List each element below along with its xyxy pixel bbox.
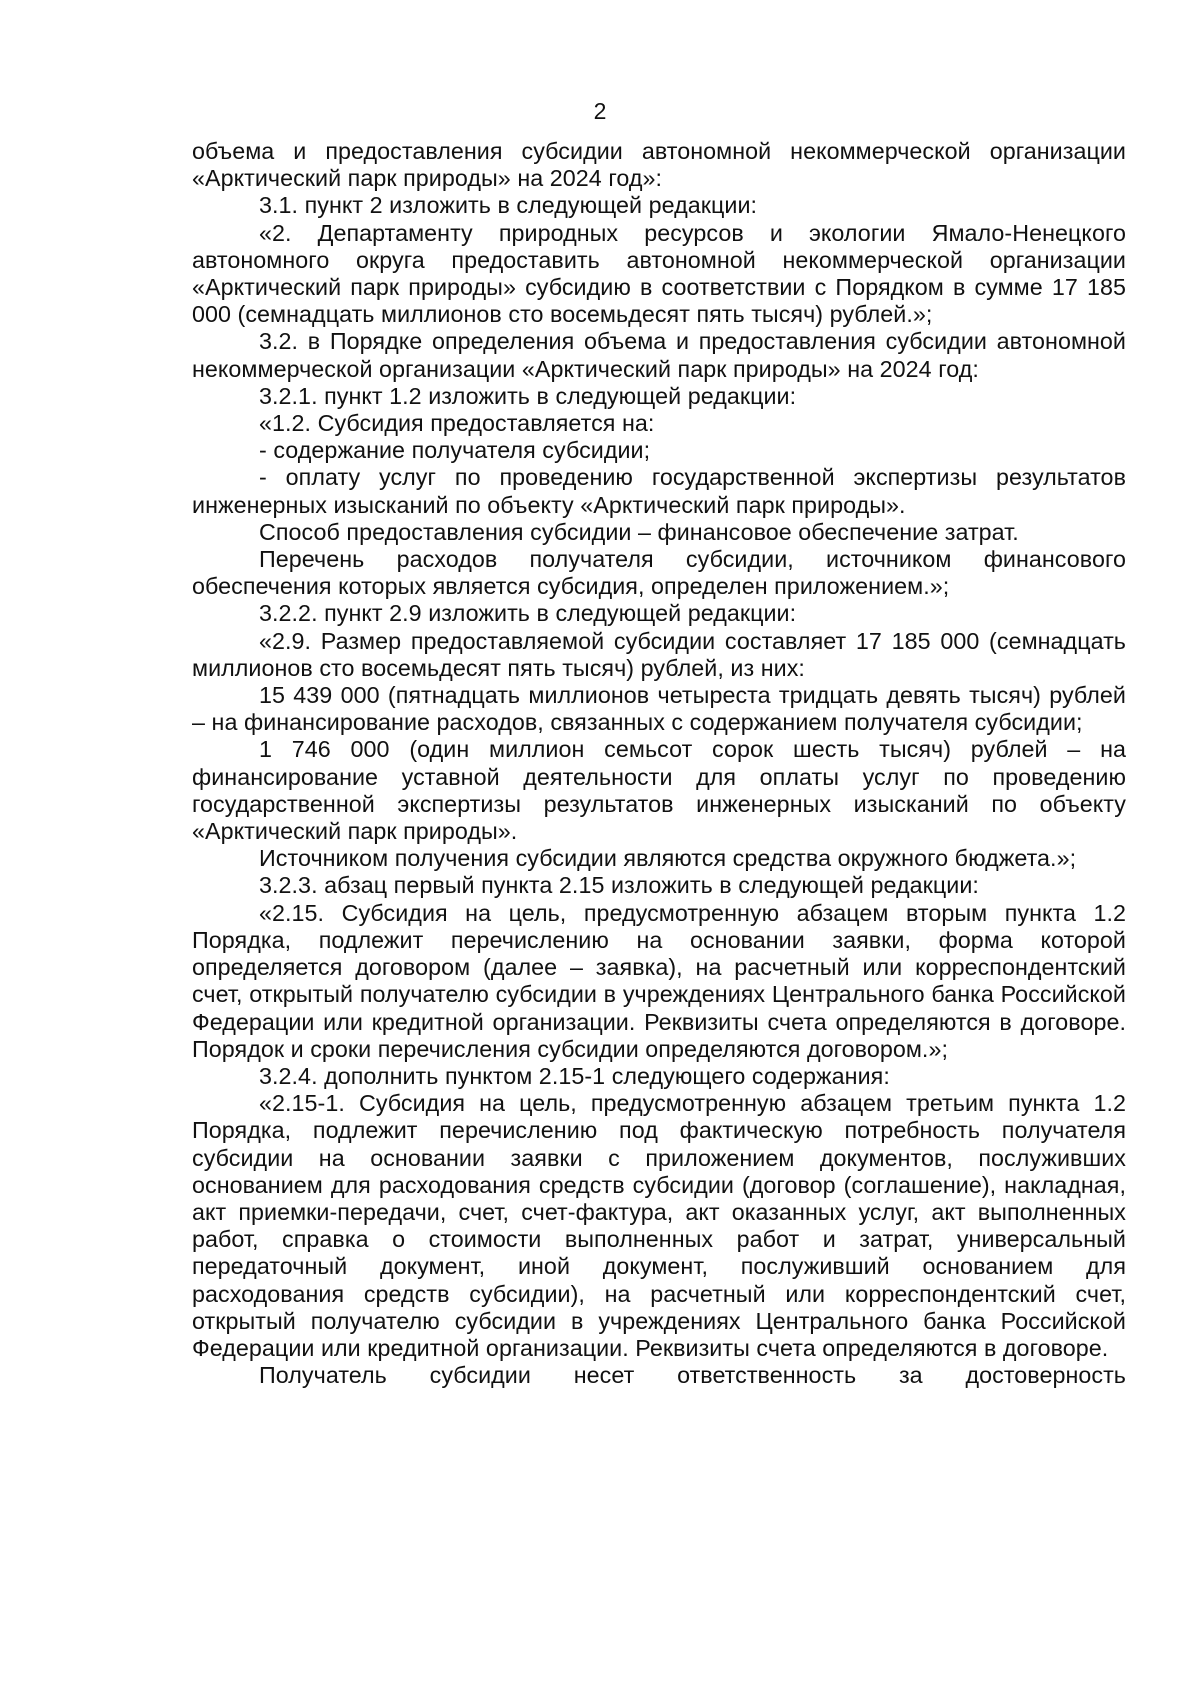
document-body bbox=[192, 138, 1126, 1389]
paragraph-item-3-1: 3.1. пункт 2 изложить в следующей редакции: bbox=[259, 192, 758, 219]
paragraph-recipient-responsibility: Получатель субсидии несет ответственность за достоверность bbox=[259, 1362, 1126, 1389]
paragraph-quoted-item-2-9: «2.9. Размер предоставляемой субсидии составляет 17 185 000 (семнадцать миллионов сто восемьдесят пять тысяч) рублей, из них: bbox=[192, 627, 1126, 681]
paragraph-quoted-item-2: «2. Департаменту природных ресурсов и экологии Ямало-Ненецкого автономного округа предоставить автономной некоммерческой организации «Арктический парк природы» субсидию в соответствии с Порядком в сумме 17 185 000 (семнадцать миллионов сто восемьдесят пять тысяч) рублей.»; bbox=[192, 219, 1126, 328]
page-number: 2 bbox=[593, 98, 607, 124]
paragraph-amount-expertise: 1 746 000 (один миллион семьсот сорок шесть тысяч) рублей – на финансирование уставной деятельности для оплаты услуг по проведению государственной экспертизы результатов инженерных изысканий по объекту «Арктический парк природы». bbox=[192, 736, 1126, 845]
paragraph-item-3-2: 3.2. в Порядке определения объема и предоставления субсидии автономной некоммерческой организации «Арктический парк природы» на 2024 год: bbox=[192, 328, 1126, 382]
paragraph-funding-source: Источником получения субсидии являются средства окружного бюджета.»; bbox=[259, 845, 1077, 872]
paragraph-quoted-item-2-15: «2.15. Субсидия на цель, предусмотренную абзацем вторым пункта 1.2 Порядка, подлежит перечислению на основании заявки, форма которой определяется договором (далее – заявка), на расчетный или корреспондентский счет, открытый получателю субсидии в учреждениях Центрального банка Российской Федерации или кредитной организации. Реквизиты счета определяются в договоре. Порядок и сроки перечисления субсидии определяются договором.»; bbox=[192, 899, 1126, 1062]
paragraph-list-item-maintenance: - содержание получателя субсидии; bbox=[259, 437, 651, 464]
paragraph-expense-list: Перечень расходов получателя субсидии, источником финансового обеспечения которых является субсидия, определен приложением.»; bbox=[192, 546, 1126, 600]
paragraph-amount-maintenance: 15 439 000 (пятнадцать миллионов четыреста тридцать девять тысяч) рублей – на финансирование расходов, связанных с содержанием получателя субсидии; bbox=[192, 682, 1126, 736]
paragraph-intro-continuation: объема и предоставления субсидии автономной некоммерческой организации «Арктический парк природы» на 2024 год»: bbox=[192, 138, 1126, 192]
paragraph-item-3-2-3: 3.2.3. абзац первый пункта 2.15 изложить в следующей редакции: bbox=[259, 872, 979, 899]
paragraph-list-item-expertise: - оплату услуг по проведению государственной экспертизы результатов инженерных изысканий по объекту «Арктический парк природы». bbox=[192, 464, 1126, 518]
paragraph-item-3-2-2: 3.2.2. пункт 2.9 изложить в следующей редакции: bbox=[259, 600, 797, 627]
paragraph-quoted-item-1-2: «1.2. Субсидия предоставляется на: bbox=[259, 410, 655, 437]
paragraph-item-3-2-4: 3.2.4. дополнить пунктом 2.15-1 следующего содержания: bbox=[259, 1062, 890, 1089]
paragraph-item-3-2-1: 3.2.1. пункт 1.2 изложить в следующей редакции: bbox=[259, 382, 797, 409]
paragraph-quoted-item-2-15-1: «2.15-1. Субсидия на цель, предусмотренную абзацем третьим пункта 1.2 Порядка, подлежит перечислению под фактическую потребность получателя субсидии на основании заявки с приложением документов, послуживших основанием для расходования средств субсидии (договор (соглашение), накладная, акт приемки-передачи, счет, счет-фактура, акт оказанных услуг, акт выполненных работ, справка о стоимости выполненных работ и затрат, универсальный передаточный документ, иной документ, послуживший основанием для расходования средств субсидии), на расчетный или корреспондентский счет, открытый получателю субсидии в учреждениях Центрального банка Российской Федерации или кредитной организации. Реквизиты счета определяются в договоре. bbox=[192, 1090, 1126, 1361]
paragraph-subsidy-method: Способ предоставления субсидии – финансовое обеспечение затрат. bbox=[259, 518, 1019, 545]
